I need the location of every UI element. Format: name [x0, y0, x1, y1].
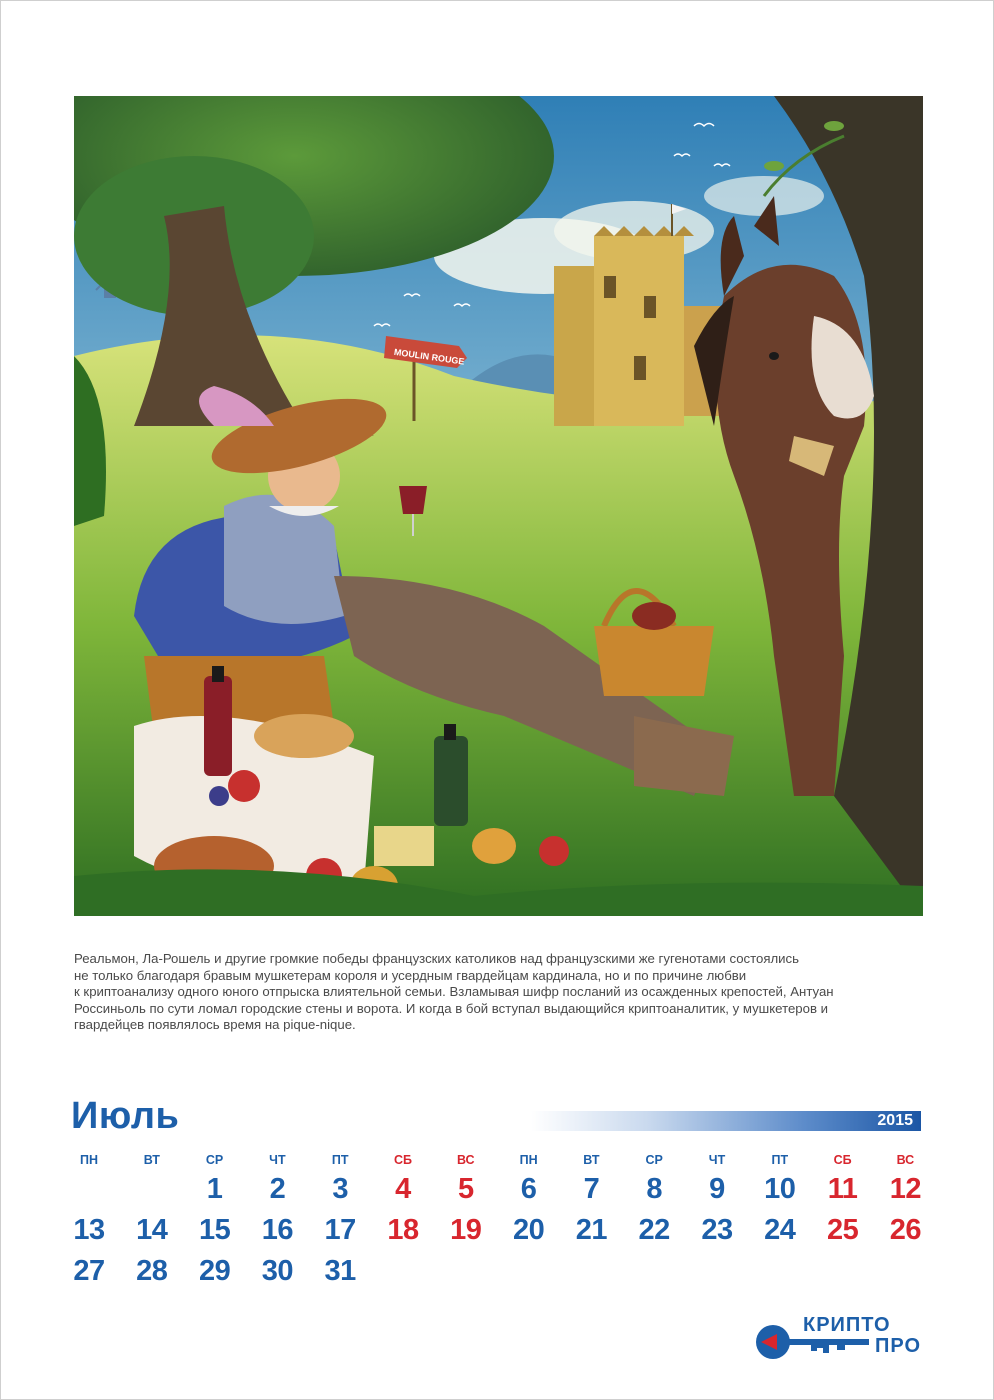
day-cell: 25: [826, 1214, 859, 1246]
weekday-label: ВС: [896, 1153, 915, 1167]
caption-line: к криптоанализу одного юного отпрыска влиятельной семьи. Взламывая шифр посланий из осажденных крепостей, Антуан: [74, 984, 834, 1000]
week-row: [59, 1255, 939, 1295]
day-cell: 28: [136, 1255, 168, 1287]
year-bar: [531, 1111, 921, 1131]
weekday-label: СБ: [393, 1153, 412, 1167]
day-cell: 29: [198, 1255, 231, 1287]
week-row: [59, 1214, 939, 1254]
weekday-label: ВТ: [583, 1153, 600, 1167]
day-cell: 21: [575, 1214, 608, 1246]
caption-line: не только благодаря бравым мушкетерам короля и усердным гвардейцам кардинала, но и по причине любви: [74, 967, 747, 983]
day-cell: 12: [889, 1173, 922, 1205]
weekday-label: СР: [645, 1153, 663, 1167]
caption-line: Россиньоль по сути ломал городские стены и ворота. И когда в бой вступал выдающийся криптоаналитик, у мушкетеров и: [74, 1000, 829, 1016]
day-cell: 27: [73, 1255, 105, 1287]
day-cell: 3: [332, 1173, 348, 1205]
weekday-label: ВС: [457, 1153, 475, 1167]
weekday-label: ПТ: [771, 1153, 789, 1167]
day-cell: 16: [261, 1214, 294, 1246]
day-cell: 19: [450, 1214, 482, 1246]
weekday-label: ВТ: [143, 1153, 160, 1167]
day-cell: 2: [269, 1173, 286, 1205]
day-cell: 26: [889, 1214, 922, 1246]
year-label: 2015: [877, 1112, 913, 1129]
weekday-label: ПН: [519, 1153, 538, 1167]
weekday-label: ЧТ: [269, 1153, 286, 1167]
day-cell: 31: [324, 1255, 356, 1287]
day-cell: 22: [638, 1214, 670, 1246]
day-cell: 8: [646, 1173, 662, 1205]
day-cell: 5: [457, 1173, 474, 1205]
logo-text-pro: ПРО: [875, 1335, 922, 1357]
day-cell: 7: [583, 1173, 600, 1205]
month-title: Июль: [71, 1095, 180, 1137]
day-cell: 1: [206, 1173, 223, 1205]
caption-line: гвардейцев появлялось время на pique-nique.: [74, 1017, 356, 1033]
day-cell: 14: [136, 1214, 168, 1246]
day-cell: 18: [387, 1214, 419, 1246]
weekday-label: СБ: [833, 1153, 852, 1167]
day-cell: 15: [198, 1214, 231, 1246]
cryptopro-logo: [751, 1314, 926, 1364]
illustration-svg: [74, 96, 923, 916]
caption-line: Реальмон, Ла-Рошель и другие громкие победы французских католиков над французскими же гугенотами состоялись: [74, 951, 800, 966]
weekday-label: ЧТ: [708, 1153, 726, 1167]
week-row: [59, 1173, 939, 1213]
logo-text-krypto: КРИПТО: [803, 1314, 891, 1336]
day-cell: 10: [764, 1173, 796, 1205]
day-cell: 24: [764, 1214, 796, 1246]
day-cell: 6: [520, 1173, 537, 1205]
day-cell: 17: [324, 1214, 356, 1246]
weekday-label: ПН: [79, 1153, 98, 1167]
illustration-musketeer-picnic: [74, 96, 923, 916]
day-cell: 20: [512, 1214, 545, 1246]
day-cell: 23: [701, 1214, 733, 1246]
day-cell: 13: [73, 1214, 105, 1246]
weekday-label: СР: [205, 1153, 224, 1167]
day-cell: 4: [395, 1173, 411, 1205]
weekday-label: ПТ: [331, 1153, 349, 1167]
signpost-text: MOULIN ROUGE: [393, 346, 466, 367]
caption-text: [74, 951, 926, 1034]
day-cell: 30: [261, 1255, 294, 1287]
day-cell: 11: [827, 1173, 858, 1205]
day-cell: 9: [709, 1173, 725, 1205]
